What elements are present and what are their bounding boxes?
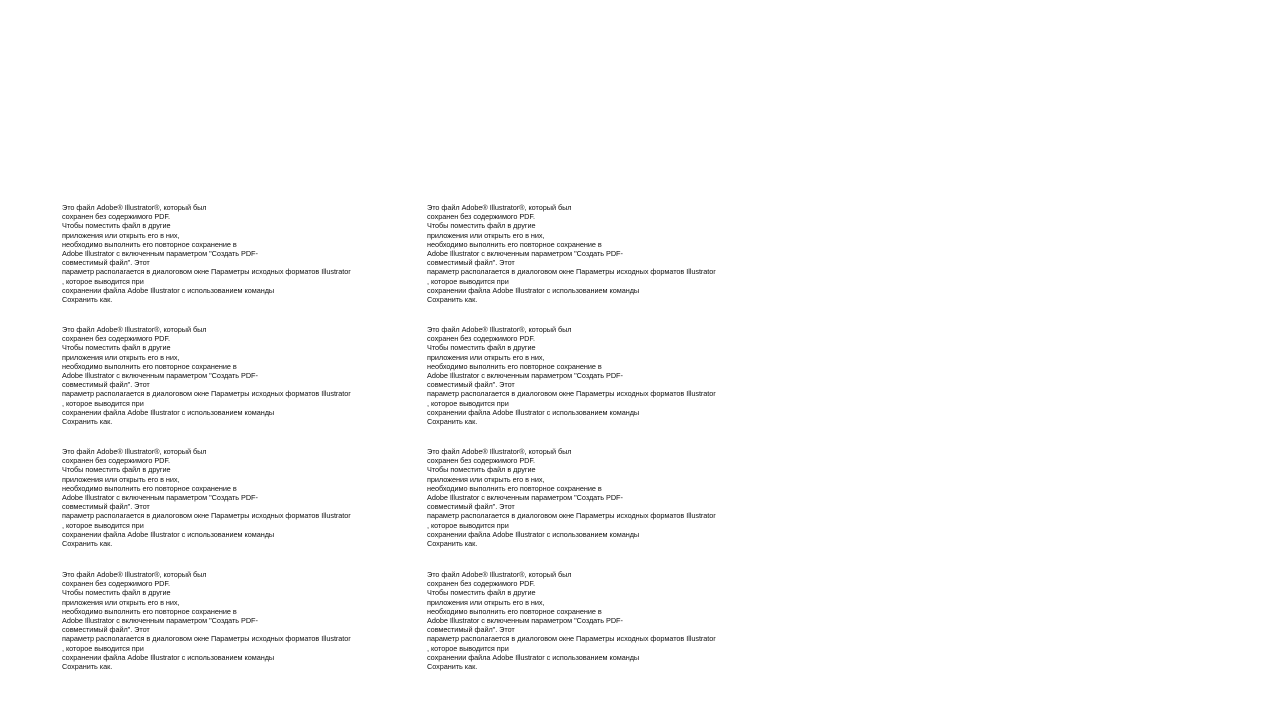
notice-line: приложения или открыть его в них, — [427, 352, 545, 362]
notice-line: необходимо выполнить его повторное сохранение в — [62, 361, 237, 371]
notice-line: Сохранить как. — [427, 295, 478, 305]
notice-line: сохранении файла Adobe Illustrator с использованием команды — [62, 529, 275, 539]
notice-line: Сохранить как. — [427, 662, 478, 672]
pdf-notice-block-r2-c1 — [62, 325, 382, 426]
notice-line: сохранении файла Adobe Illustrator с использованием команды — [62, 652, 275, 662]
notice-line: Это файл Adobe® Illustrator®, который был — [62, 447, 207, 456]
notice-line: сохранен без содержимого PDF. — [62, 456, 170, 466]
notice-line: совместимый файл". Этот — [62, 502, 150, 512]
notice-line: приложения или открыть его в них, — [62, 597, 180, 607]
notice-line: Это файл Adobe® Illustrator®, который был — [427, 447, 572, 456]
pdf-notice-block-r2-c2 — [427, 325, 747, 426]
notice-line: Сохранить как. — [427, 417, 478, 427]
notice-line: Сохранить как. — [62, 295, 113, 305]
notice-line: сохранен без содержимого PDF. — [62, 579, 170, 589]
notice-line: Adobe Illustrator с включенным параметром "Создать PDF- — [62, 493, 258, 503]
notice-line: Это файл Adobe® Illustrator®, который был — [427, 325, 572, 334]
notice-line: Чтобы поместить файл в другие — [62, 588, 171, 598]
pdf-notice-block-r1-c2 — [427, 203, 747, 304]
notice-line: Adobe Illustrator с включенным параметром "Создать PDF- — [427, 616, 623, 626]
notice-line: Adobe Illustrator с включенным параметром "Создать PDF- — [427, 493, 623, 503]
notice-line: совместимый файл". Этот — [427, 380, 515, 390]
notice-line: сохранен без содержимого PDF. — [427, 579, 535, 589]
notice-line: совместимый файл". Этот — [427, 502, 515, 512]
notice-line: параметр располагается в диалоговом окне Параметры исходных форматов Illustrator — [427, 389, 716, 399]
notice-line: приложения или открыть его в них, — [427, 230, 545, 240]
notice-line: Сохранить как. — [62, 417, 113, 427]
pdf-notice-block-r4-c1 — [62, 570, 382, 671]
notice-line: Чтобы поместить файл в другие — [427, 465, 536, 475]
notice-line: сохранении файла Adobe Illustrator с использованием команды — [427, 407, 640, 417]
notice-line: Это файл Adobe® Illustrator®, который был — [427, 570, 572, 579]
notice-line: параметр располагается в диалоговом окне Параметры исходных форматов Illustrator — [427, 511, 716, 521]
notice-line: Сохранить как. — [427, 539, 478, 549]
notice-line: Чтобы поместить файл в другие — [62, 465, 171, 475]
notice-line: сохранен без содержимого PDF. — [62, 212, 170, 222]
notice-line: сохранении файла Adobe Illustrator с использованием команды — [62, 407, 275, 417]
pdf-notice-block-r3-c2 — [427, 447, 747, 548]
notice-line: Чтобы поместить файл в другие — [62, 221, 171, 231]
notice-line: приложения или открыть его в них, — [427, 597, 545, 607]
notice-line: необходимо выполнить его повторное сохранение в — [427, 239, 602, 249]
pdf-notice-block-r3-c1 — [62, 447, 382, 548]
notice-line: , которое выводится при — [62, 520, 144, 530]
notice-line: Это файл Adobe® Illustrator®, который был — [427, 203, 572, 212]
pdf-notice-block-r1-c1 — [62, 203, 382, 304]
notice-line: необходимо выполнить его повторное сохранение в — [62, 606, 237, 616]
notice-line: параметр располагается в диалоговом окне Параметры исходных форматов Illustrator — [427, 267, 716, 277]
notice-line: сохранен без содержимого PDF. — [427, 334, 535, 344]
notice-line: Чтобы поместить файл в другие — [62, 343, 171, 353]
notice-line: параметр располагается в диалоговом окне Параметры исходных форматов Illustrator — [62, 511, 351, 521]
notice-line: , которое выводится при — [62, 643, 144, 653]
notice-line: сохранен без содержимого PDF. — [427, 212, 535, 222]
notice-line: Adobe Illustrator с включенным параметром "Создать PDF- — [62, 249, 258, 259]
notice-line: совместимый файл". Этот — [62, 258, 150, 268]
notice-line: приложения или открыть его в них, — [427, 474, 545, 484]
notice-line: Adobe Illustrator с включенным параметром "Создать PDF- — [62, 616, 258, 626]
notice-line: Adobe Illustrator с включенным параметром "Создать PDF- — [62, 371, 258, 381]
notice-line: необходимо выполнить его повторное сохранение в — [427, 606, 602, 616]
notice-line: необходимо выполнить его повторное сохранение в — [62, 239, 237, 249]
notice-line: сохранении файла Adobe Illustrator с использованием команды — [427, 285, 640, 295]
notice-line: параметр располагается в диалоговом окне Параметры исходных форматов Illustrator — [62, 267, 351, 277]
pdf-notice-block-r4-c2 — [427, 570, 747, 671]
notice-line: совместимый файл". Этот — [62, 380, 150, 390]
notice-line: необходимо выполнить его повторное сохранение в — [427, 361, 602, 371]
notice-line: параметр располагается в диалоговом окне Параметры исходных форматов Illustrator — [62, 634, 351, 644]
notice-line: Чтобы поместить файл в другие — [427, 343, 536, 353]
notice-line: совместимый файл". Этот — [427, 258, 515, 268]
notice-line: приложения или открыть его в них, — [62, 474, 180, 484]
notice-line: параметр располагается в диалоговом окне Параметры исходных форматов Illustrator — [427, 634, 716, 644]
notice-line: приложения или открыть его в них, — [62, 230, 180, 240]
notice-line: , которое выводится при — [62, 276, 144, 286]
notice-line: сохранении файла Adobe Illustrator с использованием команды — [427, 652, 640, 662]
notice-line: Это файл Adobe® Illustrator®, который был — [62, 570, 207, 579]
notice-line: Это файл Adobe® Illustrator®, который был — [62, 325, 207, 334]
notice-line: сохранении файла Adobe Illustrator с использованием команды — [62, 285, 275, 295]
notice-line: совместимый файл". Этот — [62, 625, 150, 635]
notice-line: приложения или открыть его в них, — [62, 352, 180, 362]
notice-line: параметр располагается в диалоговом окне Параметры исходных форматов Illustrator — [62, 389, 351, 399]
notice-line: сохранен без содержимого PDF. — [62, 334, 170, 344]
notice-line: совместимый файл". Этот — [427, 625, 515, 635]
notice-line: , которое выводится при — [427, 520, 509, 530]
notice-line: необходимо выполнить его повторное сохранение в — [62, 483, 237, 493]
notice-line: сохранении файла Adobe Illustrator с использованием команды — [427, 529, 640, 539]
notice-line: Adobe Illustrator с включенным параметром "Создать PDF- — [427, 371, 623, 381]
notice-line: Чтобы поместить файл в другие — [427, 588, 536, 598]
notice-line: , которое выводится при — [427, 276, 509, 286]
notice-line: Сохранить как. — [62, 662, 113, 672]
notice-line: Чтобы поместить файл в другие — [427, 221, 536, 231]
notice-line: , которое выводится при — [427, 398, 509, 408]
notice-line: Adobe Illustrator с включенным параметром "Создать PDF- — [427, 249, 623, 259]
notice-line: сохранен без содержимого PDF. — [427, 456, 535, 466]
notice-line: Сохранить как. — [62, 539, 113, 549]
notice-line: , которое выводится при — [62, 398, 144, 408]
notice-line: Это файл Adobe® Illustrator®, который был — [62, 203, 207, 212]
notice-line: необходимо выполнить его повторное сохранение в — [427, 483, 602, 493]
notice-line: , которое выводится при — [427, 643, 509, 653]
